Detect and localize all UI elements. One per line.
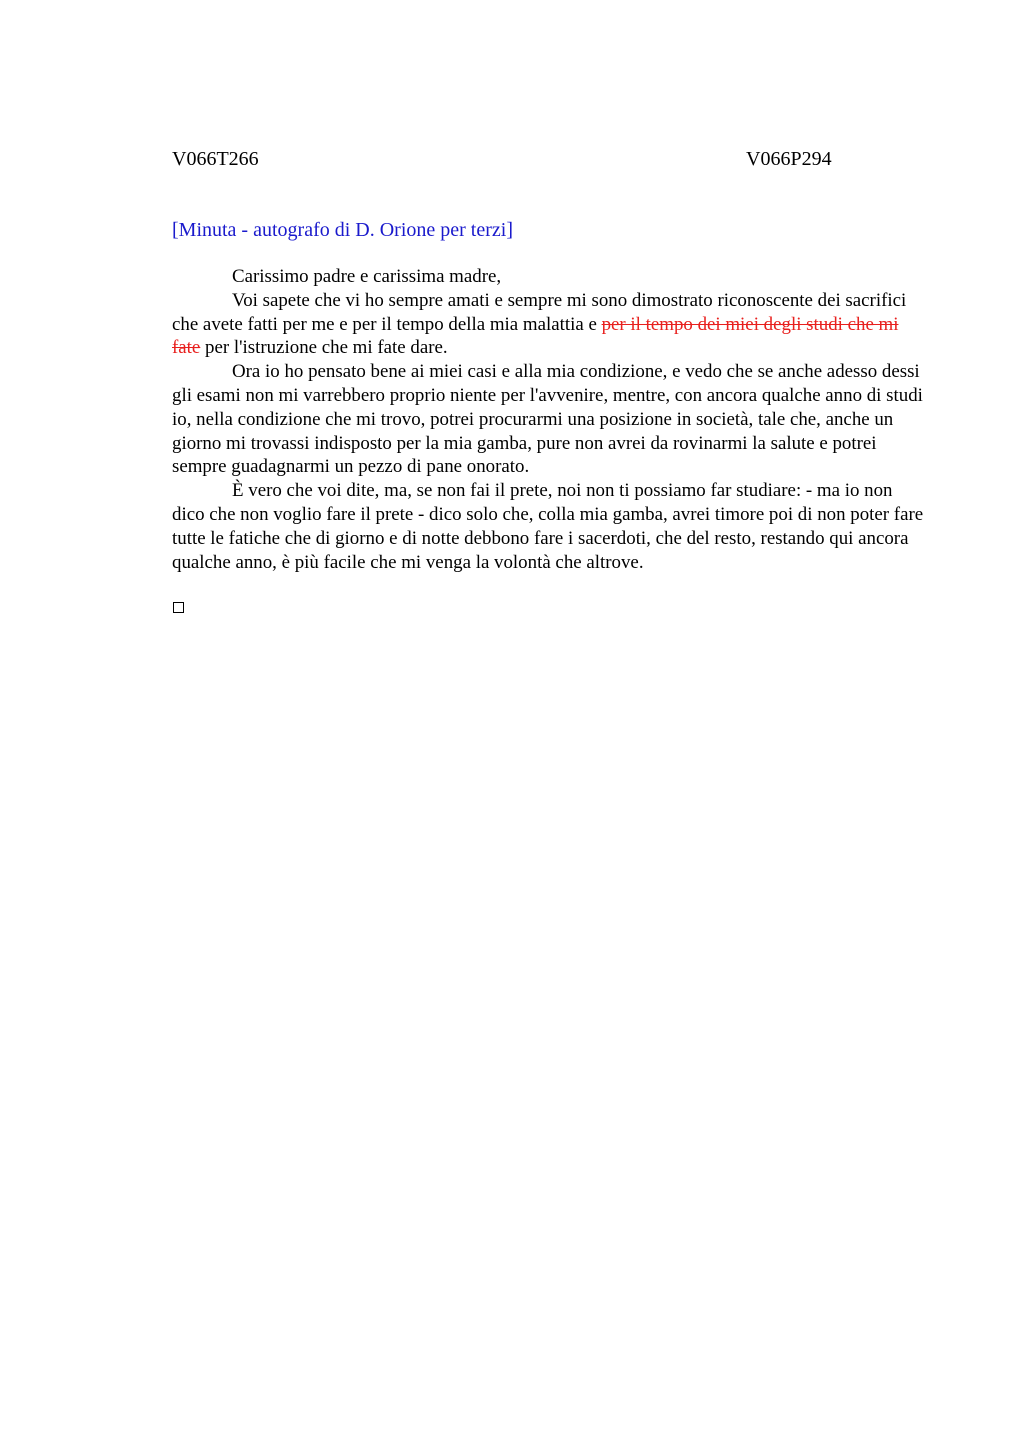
page-header — [172, 146, 924, 172]
paragraph-2: Ora io ho pensato bene ai miei casi e alla mia condizione, e vedo che se anche adesso dessi gli esami non mi varrebbero proprio niente per l'avvenire, mentre, con ancora qualche anno di studi io, nella condizione che mi trovo, potrei procurarmi una posizione in società, tale che, anche un giorno mi trovassi indisposto per la mia gamba, pure non avrei da rovinarmi la salute e potrei sempre guadagnarmi un pezzo di pane onorato. — [172, 361, 923, 478]
document-code-left: V066T266 — [172, 148, 259, 170]
end-marker-box-icon — [173, 602, 184, 613]
paragraph-1-text-a: Voi sapete che vi ho sempre amati e sempre mi sono dimostrato riconoscente dei sacrifici che avete fatti per me e per il tempo della mia malattia e — [172, 289, 907, 335]
salutation: Carissimo padre e carissima madre, — [232, 266, 502, 287]
editorial-note: [Minuta - autografo di D. Orione per terzi] — [172, 219, 513, 241]
paragraph-1-text-b: per l'istruzione che mi fate dare. — [200, 337, 448, 359]
letter-body — [172, 265, 924, 574]
paragraph-1 — [172, 289, 924, 360]
deleted-text: per il tempo dei miei degli studi che mi fate — [172, 313, 899, 359]
document-code-right: V066P294 — [746, 148, 832, 170]
paragraph-3: È vero che voi dite, ma, se non fai il prete, noi non ti possiamo far studiare: - ma io non dico che non voglio fare il prete - dico solo che, colla mia gamba, avrei timore poi di non poter fare tutte le fatiche che di giorno e di notte debbono fare i sacerdoti, che del resto, restando qui ancora qualche anno, è più facile che mi venga la volontà che altrove. — [172, 480, 924, 573]
document-page — [172, 0, 924, 1450]
